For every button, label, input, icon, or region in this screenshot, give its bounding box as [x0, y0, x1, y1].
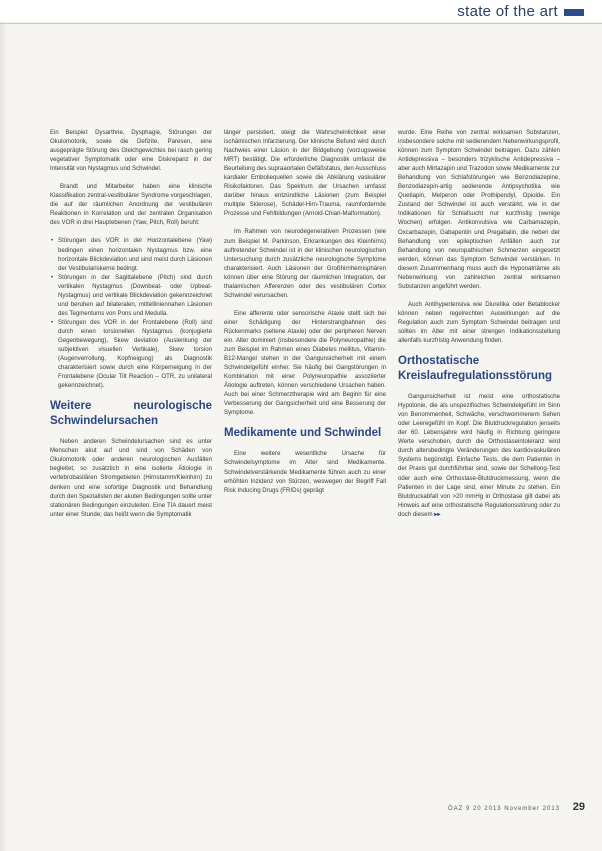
page-header [0, 0, 602, 22]
bullet-list [50, 236, 212, 390]
text-column-1 [50, 128, 212, 528]
list-item: • Störungen des VOR in der Frontalebene (Roll) sind durch einen torsionellen Nystagmus (konjugierte Gegenbewegung), Skew deviation (Auslenkung der subjektiven visuellen Vertikale), Skew torsion (Augenverrollung, Kopfneigung) als Diagnostik charakterisiert sowie durch eine Körperneigung in der Frontalebene (Ocular Tilt Reaction – OTR, zu unilateral gekennzeichnet). [58, 318, 212, 390]
section-heading: Weitere neurologische Schwindelursachen [50, 400, 212, 428]
text-column-3 [398, 128, 560, 528]
paragraph: Brandt und Mitarbeiter haben eine klinische Klassifikation zentral-vestibulärer Syndrome vorgeschlagen, die auf der räumlichen Anordnung der vestibulären Reaktionen in Korrelation und der zentralen Organisation des VOR in drei Hauptebenen (Yaw, Pitch, Roll) beruht: [50, 183, 212, 227]
footer-journal: ÖAZ 9 20 2013 November 2013 [447, 806, 560, 812]
text-column-2 [224, 128, 386, 504]
paragraph-text: Gangunsicherheit ist meist eine orthostatische Hypotonie, die als unspezifisches Schwindelgefühl im Sinn von Benommenheit, Schwäche, verschwommenem Sehen oder Leeregefühl im Kopf. Die Blutdruckregulation jenseits der 60. Lebensjahre wird häufig in Richtung geringere Werte verschoben, durch die Orthostaseintoleranz wird durch altersbedingte Veränderungen des kardiovaskulären Systems begünstigt. Einfache Tests, die dem Patienten in der Praxis gut durchführbar sind, sowie der Schellong-Test oder auch eine Orthostase-Blutdruckmessung, wenn die Patienten in der Lage sind, einer Minute zu stehen. Ein Blutdruckabfall von >20 mmHg in Orthostase gilt dabei als Hinweis auf eine orthostatische Regulationsstörung oder zu doch diesem [398, 393, 560, 518]
list-item: • Störungen des VOR in der Horizontalebene (Yaw) bedingen einen horizontalen Nystagmus bzw. eine horizontale Blickdeviation und sind meist durch Läsionen der Vestibulariskerne bedingt. [58, 236, 212, 272]
paragraph: Neben anderen Schwindelursachen sind es unter Menschen akut auf und sind von Schäden von Okulomotorik oder anderen neurologischen Ausfällen begleitet, so zusätzlich in eine isolierte Ätiologie in vertebrobasilären Stromgebieten (Hirnstamm/Kleinhirn) zu denken und eine sofortige Diagnostik und Behandlung durch den Spezialisten der akuten Bedingungen sollte unter stationären Bedingungen einzuleiten. Eine TIA dauert meist unter einer Stunde; das heißt wenn die Symptomatik [50, 438, 212, 518]
list-item: • Störungen in der Sagittalebene (Pitch) sind durch vertikalen Nystagmus (Downbeat- oder Upbeat-Nystagmus) und vertikale Blickdeviation gekennzeichnet und beruhen auf bilateralen, mittelliniennahen Läsionen des Tegmentums von Pons und Medulla. [58, 273, 212, 318]
header-accent-bar [564, 9, 584, 16]
paragraph: Im Rahmen von neurodegenerativen Prozessen (wie zum Beispiel M. Parkinson, Erkrankungen des Kleinhirns) auftretender Schwindel ist in der klinischen neurologischen Untersuchung durch zusätzliche neurologische Symptome charakterisiert. Auch Läsionen der Großhirnhemisphären können über eine Störung der räumlichen Integration, der thalamischen Afferenzen oder des vestibulären Cortex Schwindel verursachen. [224, 228, 386, 299]
paragraph: Eine afferente oder sensorische Ataxie stellt sich bei einer Schädigung der Hinterstrangbahnen des Rückenmarks (seltene Ataxie) oder der peripheren Nerven ein. Alter dominiert (insbesondere die Polyneuropathie) die zum Beispiel im Rahmen eines Diabetes mellitus, Vitamin-B12-Mangel stehen in der Gangunsicherheit mit einem Schwindelgefühl einher. Sie häufig bei Gangstörungen in Kombination mit einer Polyneuropathie assoziierter Ätiologie auftreten, können verschiedene Ursachen haben. Auch bei einer Schmerztherapie wird am Beginn für eine Verbesserung der Gangsicherheit und eine Besserung der Symptome. [224, 309, 386, 417]
paragraph [398, 392, 560, 519]
scan-shadow [0, 0, 8, 851]
paragraph: Ein Beispiel: Dysarthrie, Dysphagie, Störungen der Okulomotorik, sowie die Defizite, Paresen, eine ausgeprägte Störung des Gleichgewichtes bei rasch gering vegetativer Symptomatik oder eine Diskrepanz in der Intensität von Nystagmus und Schwindel. [50, 129, 212, 173]
paragraph: wurde. Eine Reihe von zentral wirksamen Substanzen, insbesondere solche mit sedierendem Nebenwirkungsprofil, können zum Symptom Schwindel beitragen. Dazu zählen Antidepressiva – besonders trizyklische Antidepressiva – aber auch Mirtazapin und Trazodon sowie Medikamente zur Behandlung von Schlafstörungen wie Benzodiazepine, Benzodiazepin-artig sedierende Antipsychotika wie Quetiapin, Melperon oder Prothipendyl, Opioide. Ein Zustand der Schwindel ist auch verstärkt, wie in der Indikationen für Schlafsucht nur kurzfristig (wenige Wochen) erfolgen. Antikonvulsiva wie Carbamazepin, Oxcarbazepin, Gabapentin und Pregabalin, die neben der Behandlung von epileptischen Anfällen auch zur Behandlung von neuropathischen Schmerzen eingesetzt werden, können das Symptom Schwindel verstärken. In diesem Zusammenhang muss auch die Hyponatriämie als Nebenwirkung von zahlreichen zentral wirksamen Substanzen angeführt werden. [398, 129, 560, 290]
section-label: state of the art [457, 3, 558, 20]
section-heading: Medikamente und Schwindel [224, 427, 382, 440]
paragraph: länger persistiert, steigt die Wahrscheinlichkeit einer ischämischen Infarzierung. Der klinische Befund wird durch Nachweis einer Läsion in der Bildgebung (vorzugsweise MRT) bestätigt. Die erforderliche Diagnostik umfasst die Beurteilung des supraaortalen Gefäßstatus, den Ausschluss kardialer Emboliequellen sowie die Abklärung vaskulärer Risikofaktoren. Das Spektrum der Ursachen umfasst darüber hinaus entzündliche Läsionen (zum Beispiel multiple Sklerose), Schädel-Hirn-Trauma, raumfordernde Prozesse und Fehlbildungen (Arnold-Chiari-Malformation). [224, 129, 386, 218]
continue-arrow-icon: ▸▸ [434, 510, 441, 518]
paragraph: Eine weitere wesentliche Ursache für Schwindelsymptome im Alter sind Medikamente. Schwindelverstärkende Medikamente führen auch zu einer erhöhten Inzidenz von Stürzen, weswegen der Begriff Fall Risk Inducing Drugs (FRIDs) geprägt [224, 450, 386, 494]
page-number: 29 [572, 801, 585, 813]
header-divider [0, 23, 602, 24]
paragraph: Auch Antihypertensiva wie Diuretika oder Betablocker können neben regelrechten Auswirkungen auf die Regulation auch zum Symptom Schwindel beitragen und sollten im Alter mit einer strengen Indikationsstellung allenfalls kurzfristig Anwendung finden. [398, 300, 560, 345]
section-heading: Orthostatische Kreislaufregulationsstörung [398, 355, 552, 383]
